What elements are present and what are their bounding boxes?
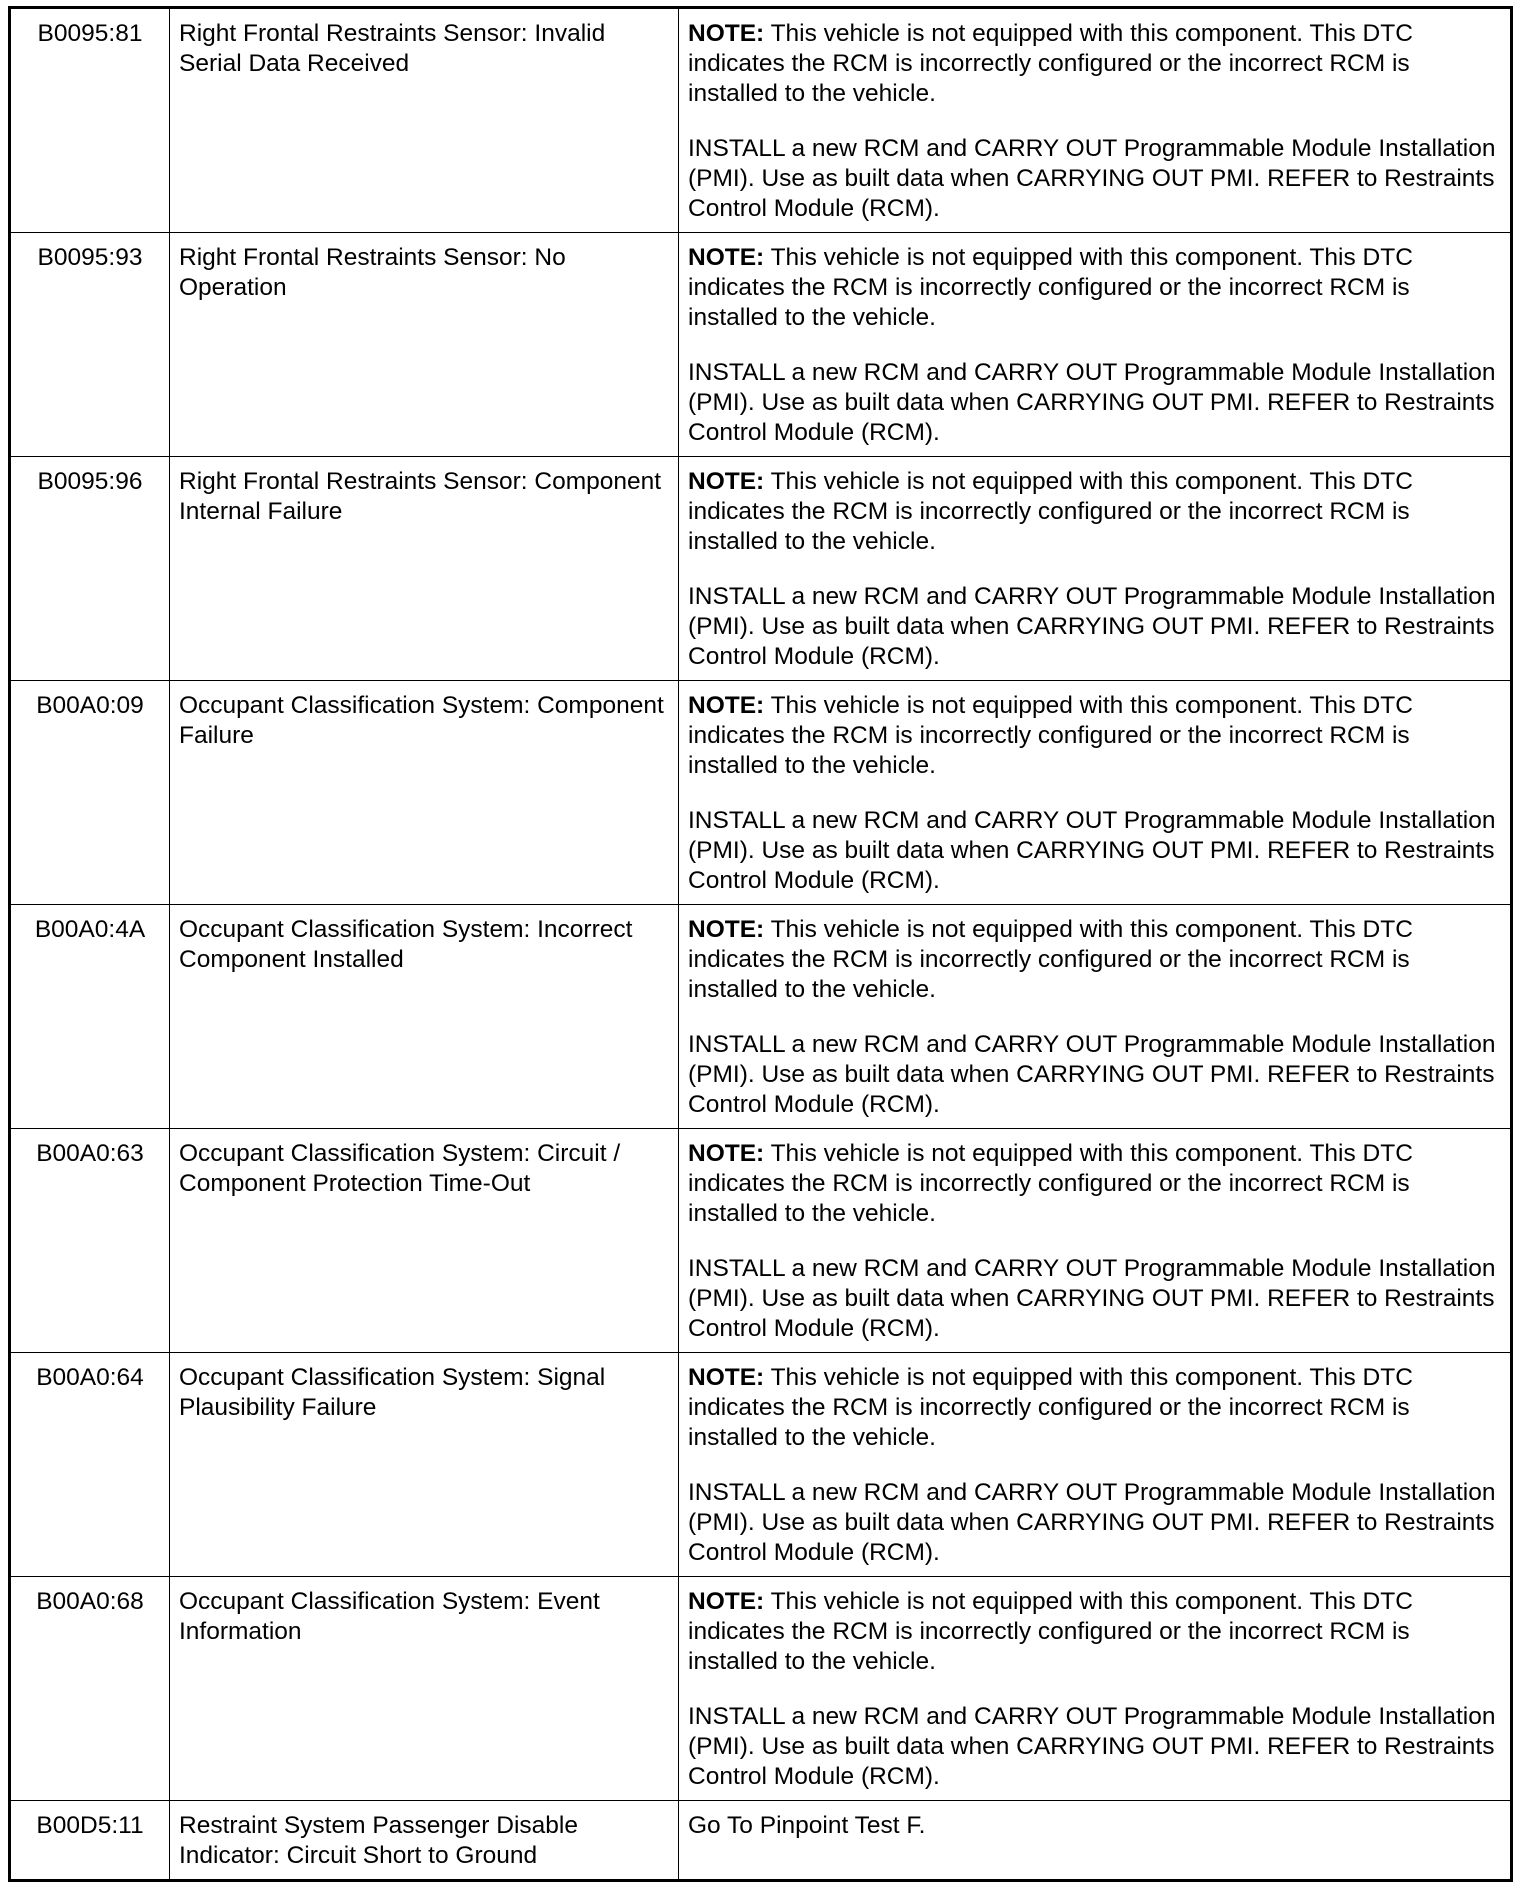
note-paragraph bbox=[688, 691, 1501, 781]
note-label: NOTE: bbox=[688, 1364, 765, 1391]
dtc-action bbox=[679, 681, 1512, 905]
note-text: This vehicle is not equipped with this component. This DTC indicates the RCM is incorrectly configured or the incorrect RCM is installed to the vehicle. bbox=[688, 244, 1413, 331]
note-paragraph bbox=[688, 915, 1501, 1005]
dtc-description: Right Frontal Restraints Sensor: Component Internal Failure bbox=[170, 457, 679, 681]
note-paragraph bbox=[688, 1363, 1501, 1453]
note-label: NOTE: bbox=[688, 1140, 765, 1167]
dtc-code: B0095:81 bbox=[10, 8, 170, 233]
dtc-action bbox=[679, 457, 1512, 681]
table-row bbox=[10, 1801, 1512, 1881]
action-text: INSTALL a new RCM and CARRY OUT Programmable Module Installation (PMI). Use as built data when CARRYING OUT PMI. REFER to Restraints Control Module (RCM). bbox=[688, 1703, 1496, 1790]
dtc-action bbox=[679, 1129, 1512, 1353]
action-text: INSTALL a new RCM and CARRY OUT Programmable Module Installation (PMI). Use as built data when CARRYING OUT PMI. REFER to Restraints Control Module (RCM). bbox=[688, 135, 1496, 222]
dtc-code: B00D5:11 bbox=[10, 1801, 170, 1881]
note-label: NOTE: bbox=[688, 244, 765, 271]
note-label: NOTE: bbox=[688, 692, 765, 719]
dtc-action bbox=[679, 1577, 1512, 1801]
table-row bbox=[10, 681, 1512, 905]
table-row bbox=[10, 457, 1512, 681]
dtc-description: Right Frontal Restraints Sensor: No Operation bbox=[170, 233, 679, 457]
action-text: INSTALL a new RCM and CARRY OUT Programmable Module Installation (PMI). Use as built data when CARRYING OUT PMI. REFER to Restraints Control Module (RCM). bbox=[688, 1031, 1496, 1118]
dtc-action bbox=[679, 8, 1512, 233]
note-text: This vehicle is not equipped with this component. This DTC indicates the RCM is incorrectly configured or the incorrect RCM is installed to the vehicle. bbox=[688, 692, 1413, 779]
note-text: This vehicle is not equipped with this component. This DTC indicates the RCM is incorrectly configured or the incorrect RCM is installed to the vehicle. bbox=[688, 20, 1413, 107]
note-text: This vehicle is not equipped with this component. This DTC indicates the RCM is incorrectly configured or the incorrect RCM is installed to the vehicle. bbox=[688, 1140, 1413, 1227]
dtc-action bbox=[679, 1353, 1512, 1577]
dtc-description: Occupant Classification System: Component Failure bbox=[170, 681, 679, 905]
table-row bbox=[10, 1577, 1512, 1801]
note-paragraph bbox=[688, 467, 1501, 557]
dtc-description: Occupant Classification System: Incorrect Component Installed bbox=[170, 905, 679, 1129]
note-paragraph bbox=[688, 243, 1501, 333]
dtc-description: Occupant Classification System: Circuit / Component Protection Time-Out bbox=[170, 1129, 679, 1353]
action-text: INSTALL a new RCM and CARRY OUT Programmable Module Installation (PMI). Use as built data when CARRYING OUT PMI. REFER to Restraints Control Module (RCM). bbox=[688, 583, 1496, 670]
action-text: INSTALL a new RCM and CARRY OUT Programmable Module Installation (PMI). Use as built data when CARRYING OUT PMI. REFER to Restraints Control Module (RCM). bbox=[688, 359, 1496, 446]
dtc-description: Restraint System Passenger Disable Indicator: Circuit Short to Ground bbox=[170, 1801, 679, 1881]
note-label: NOTE: bbox=[688, 1588, 765, 1615]
action-text: Go To Pinpoint Test F. bbox=[688, 1812, 926, 1839]
action-text: INSTALL a new RCM and CARRY OUT Programmable Module Installation (PMI). Use as built data when CARRYING OUT PMI. REFER to Restraints Control Module (RCM). bbox=[688, 1479, 1496, 1566]
note-text: This vehicle is not equipped with this component. This DTC indicates the RCM is incorrectly configured or the incorrect RCM is installed to the vehicle. bbox=[688, 1588, 1413, 1675]
dtc-action bbox=[679, 905, 1512, 1129]
action-text: INSTALL a new RCM and CARRY OUT Programmable Module Installation (PMI). Use as built data when CARRYING OUT PMI. REFER to Restraints Control Module (RCM). bbox=[688, 1255, 1496, 1342]
dtc-code: B00A0:64 bbox=[10, 1353, 170, 1577]
action-text: INSTALL a new RCM and CARRY OUT Programmable Module Installation (PMI). Use as built data when CARRYING OUT PMI. REFER to Restraints Control Module (RCM). bbox=[688, 807, 1496, 894]
table-row bbox=[10, 8, 1512, 233]
dtc-action bbox=[679, 1801, 1512, 1881]
dtc-code: B00A0:4A bbox=[10, 905, 170, 1129]
table-row bbox=[10, 1353, 1512, 1577]
dtc-code: B0095:93 bbox=[10, 233, 170, 457]
note-paragraph bbox=[688, 19, 1501, 109]
table-row bbox=[10, 905, 1512, 1129]
dtc-code: B00A0:68 bbox=[10, 1577, 170, 1801]
dtc-description: Occupant Classification System: Signal Plausibility Failure bbox=[170, 1353, 679, 1577]
note-label: NOTE: bbox=[688, 20, 765, 47]
note-label: NOTE: bbox=[688, 468, 765, 495]
dtc-description: Occupant Classification System: Event Information bbox=[170, 1577, 679, 1801]
dtc-description: Right Frontal Restraints Sensor: Invalid Serial Data Received bbox=[170, 8, 679, 233]
note-paragraph bbox=[688, 1587, 1501, 1677]
dtc-code: B0095:96 bbox=[10, 457, 170, 681]
note-text: This vehicle is not equipped with this component. This DTC indicates the RCM is incorrectly configured or the incorrect RCM is installed to the vehicle. bbox=[688, 916, 1413, 1003]
table-row bbox=[10, 233, 1512, 457]
dtc-action bbox=[679, 233, 1512, 457]
note-text: This vehicle is not equipped with this component. This DTC indicates the RCM is incorrectly configured or the incorrect RCM is installed to the vehicle. bbox=[688, 1364, 1413, 1451]
dtc-code: B00A0:09 bbox=[10, 681, 170, 905]
dtc-code: B00A0:63 bbox=[10, 1129, 170, 1353]
table-row bbox=[10, 1129, 1512, 1353]
note-text: This vehicle is not equipped with this component. This DTC indicates the RCM is incorrectly configured or the incorrect RCM is installed to the vehicle. bbox=[688, 468, 1413, 555]
note-paragraph bbox=[688, 1139, 1501, 1229]
dtc-table bbox=[8, 6, 1513, 1882]
note-label: NOTE: bbox=[688, 916, 765, 943]
